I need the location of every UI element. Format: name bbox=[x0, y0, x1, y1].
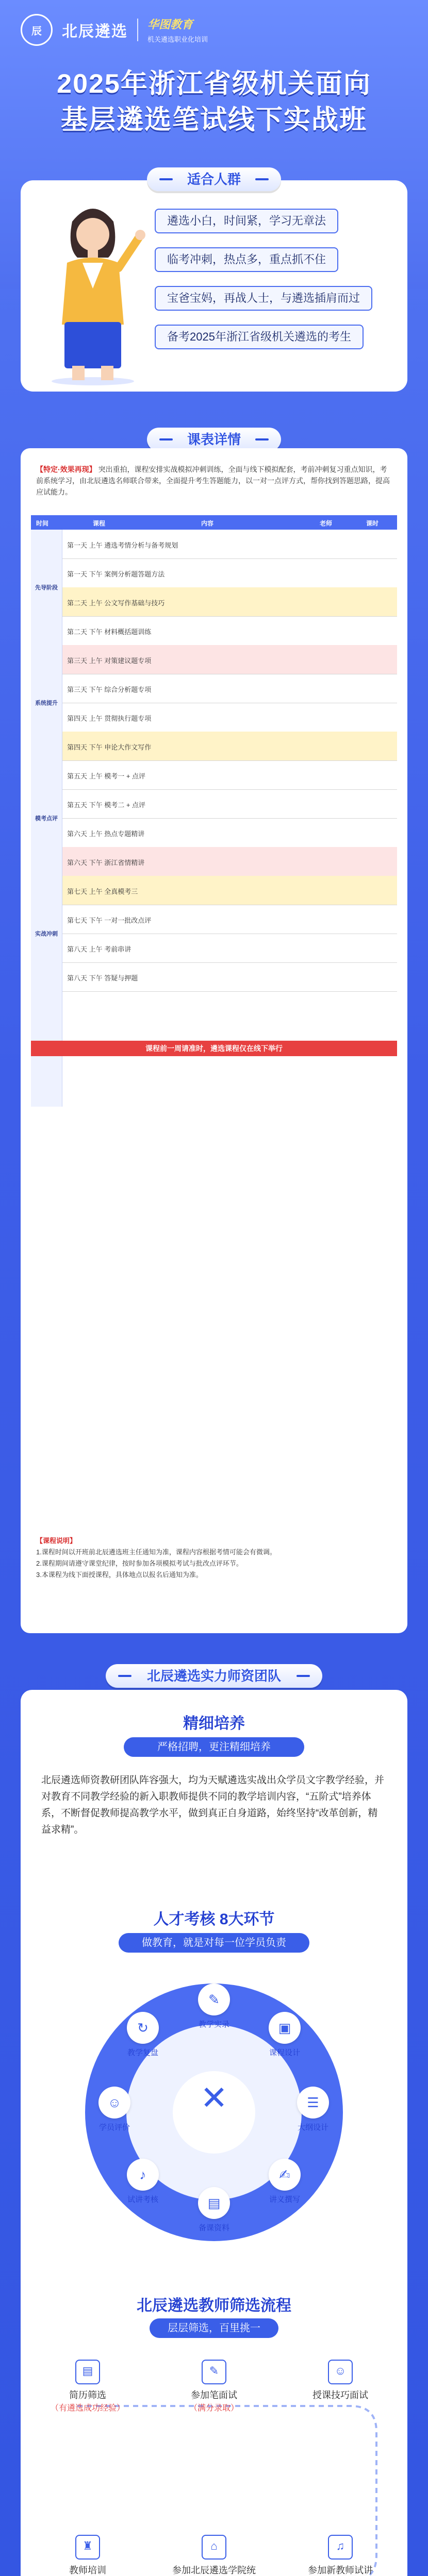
flow-step-label: 参加北辰遴选学院统 bbox=[172, 2565, 256, 2575]
table-row bbox=[31, 558, 397, 588]
audience-item: 宝爸宝妈，再战人士，与遴选插肩而过 bbox=[155, 286, 372, 311]
table-cell: 第三天 下午 综合分析题专项 bbox=[67, 686, 152, 693]
ring-node bbox=[263, 2012, 306, 2058]
course-icon: ▣ bbox=[269, 2012, 301, 2044]
course-intro-text: 突出重拍，课程安排实战模拟冲刺训练，全面与线下模拟配套，考前冲刺复习重点知识，考前系统学习，由北辰遴选名师联合带来，全面提升考生答题能力，以一对一点评方式，帮你找到答题思路，提高应试能力。 bbox=[36, 465, 390, 496]
table-cell: 第七天 上午 全真模考三 bbox=[67, 888, 138, 895]
table-group-label: 实战冲刺 bbox=[31, 876, 62, 991]
ring-node bbox=[291, 2087, 335, 2132]
ring-label: 大纲设计 bbox=[297, 2123, 328, 2132]
table-row bbox=[31, 674, 397, 703]
materials-icon: ▤ bbox=[198, 2187, 230, 2219]
flow-step bbox=[297, 2535, 384, 2576]
assess-pill: 做教育，就是对每一位学员负责 bbox=[119, 1933, 309, 1953]
th-teacher: 老师 bbox=[320, 520, 333, 527]
ring-label: 讲义撰写 bbox=[269, 2195, 300, 2204]
table-row bbox=[31, 905, 397, 934]
outline-icon: ☰ bbox=[297, 2087, 329, 2119]
table-row bbox=[31, 587, 397, 617]
brand-secondary-sub: 机关遴选职业化培训 bbox=[147, 36, 208, 43]
refine-sub: 严格招聘，更注精细培养 bbox=[124, 1737, 304, 1757]
th-time: 时间 bbox=[36, 520, 49, 527]
course-title: 课表详情 bbox=[147, 428, 281, 451]
ring-node bbox=[192, 1984, 236, 2029]
table-cell: 第八天 上午 考前串讲 bbox=[67, 945, 131, 953]
flow-step-label: 简历筛选 bbox=[69, 2390, 106, 2400]
handout-icon: ✍ bbox=[269, 2159, 301, 2191]
footnote-line: 3.本课程为线下面授课程，具体地点以报名后通知为准。 bbox=[36, 1571, 203, 1579]
ring-node bbox=[192, 2187, 236, 2233]
review-icon: ☺ bbox=[98, 2087, 130, 2119]
table-cell: 第六天 下午 浙江省情精讲 bbox=[67, 859, 145, 867]
table-row bbox=[31, 818, 397, 848]
replay-icon: ↻ bbox=[127, 2012, 159, 2044]
ring-label: 课程设计 bbox=[269, 2048, 300, 2057]
table-group-label: 系统提升 bbox=[31, 645, 62, 760]
table-row bbox=[31, 530, 397, 559]
team-intro: 北辰遴选师资教研团队阵容强大，均为天赋遴选实战出众学员文字教学经验，并对教育不同教学经验的新入职教师提供不同的教学培训内容，“五阶式”培养体系，不断督促教师提高教学水平，做到真正自身道路，始终坚持“改革创新，精益求精”。 bbox=[41, 1775, 385, 1835]
flow-step bbox=[170, 2360, 258, 2415]
table-row bbox=[31, 789, 397, 819]
flow-step-label: 教师培训 bbox=[69, 2565, 106, 2575]
table-cell: 第四天 下午 申论大作文写作 bbox=[67, 743, 152, 751]
ring-label: 教学实录 bbox=[198, 2020, 229, 2029]
brand-name: 北辰遴选 bbox=[62, 23, 128, 41]
table-row bbox=[31, 876, 397, 905]
teaching-icon: ☺ bbox=[328, 2360, 353, 2384]
brand-row bbox=[21, 14, 208, 45]
footnote-line: 1.课程时间以开班前北辰遴选班主任通知为准，课程内容根据考情可能会有微调。 bbox=[36, 1548, 276, 1556]
table-row bbox=[31, 847, 397, 876]
flow-step bbox=[170, 2535, 258, 2576]
brand-divider bbox=[137, 19, 138, 41]
flow-step-label: 授课技巧面试 bbox=[312, 2390, 368, 2400]
resume-icon: ▤ bbox=[75, 2360, 100, 2384]
table-cell: 第二天 下午 材料概括题训练 bbox=[67, 628, 152, 636]
flow-step bbox=[44, 2360, 131, 2415]
assess-center-icon: ✕ bbox=[200, 2079, 228, 2116]
flow-step bbox=[44, 2535, 131, 2576]
book-icon: ✎ bbox=[198, 1984, 230, 2015]
table-cell: 第一天 下午 案例分析题答题方法 bbox=[67, 570, 165, 578]
table-cell: 第一天 上午 遴选考情分析与备考规划 bbox=[67, 541, 178, 549]
table-row bbox=[31, 962, 397, 992]
audience-item: 备考2025年浙江省级机关遴选的考生 bbox=[155, 325, 364, 349]
footnote-title: 【课程说明】 bbox=[36, 1537, 77, 1545]
table-cell: 第七天 下午 一对一批改点评 bbox=[67, 917, 152, 924]
table-cell: 第四天 上午 贯彻执行题专项 bbox=[67, 715, 152, 722]
table-row bbox=[31, 645, 397, 674]
table-row bbox=[31, 703, 397, 732]
ring-node bbox=[263, 2159, 306, 2205]
table-row bbox=[31, 934, 397, 963]
audience-item: 临考冲刺，热点多，重点抓不住 bbox=[155, 247, 338, 272]
ring-node bbox=[93, 2087, 136, 2132]
brand-logo-icon: 辰 bbox=[21, 14, 53, 46]
table-group-label: 先导阶段 bbox=[31, 530, 62, 645]
assess-title: 人才考核 8大环节 bbox=[153, 1911, 275, 1928]
training-icon: ♜ bbox=[75, 2535, 100, 2560]
flow-step-sub: （满分录取） bbox=[189, 2404, 239, 2413]
flow-step-label: 参加新教师试讲 bbox=[308, 2565, 373, 2575]
course-footnotes bbox=[36, 1535, 392, 1581]
brand-secondary bbox=[147, 16, 208, 44]
trial-icon: ♫ bbox=[328, 2535, 353, 2560]
flow-pill: 层层筛选，百里挑一 bbox=[150, 2318, 278, 2338]
audience-title: 适合人群 bbox=[147, 167, 281, 191]
ring-label: 备课资料 bbox=[198, 2224, 229, 2232]
course-intro bbox=[36, 464, 392, 498]
table-header bbox=[31, 515, 397, 530]
table-cell: 第八天 下午 答疑与押题 bbox=[67, 974, 138, 982]
refine-title: 精细培养 bbox=[183, 1715, 245, 1732]
page-title-line2: 基层遴选笔试线下实战班 bbox=[60, 105, 367, 135]
th-content: 内容 bbox=[201, 520, 214, 527]
exam-icon: ✎ bbox=[202, 2360, 226, 2384]
ring-label: 教学复盘 bbox=[127, 2048, 158, 2057]
ring-node bbox=[121, 2012, 164, 2058]
flow-title: 北辰遴选教师筛选流程 bbox=[137, 2297, 291, 2314]
academy-icon: ⌂ bbox=[202, 2535, 226, 2560]
flow-step-label: 参加笔面试 bbox=[191, 2390, 237, 2400]
audience-item: 遴选小白，时间紧，学习无章法 bbox=[155, 209, 338, 233]
ring-label: 学员评价 bbox=[98, 2123, 130, 2132]
brand-secondary-name: 华图教育 bbox=[147, 18, 193, 31]
th-course: 课程 bbox=[93, 520, 106, 527]
course-intro-label: 【特定·效果再现】 bbox=[36, 465, 96, 473]
ring-node bbox=[121, 2159, 164, 2205]
lecture-icon: ♪ bbox=[127, 2159, 159, 2191]
table-cell: 第三天 上午 对策建议题专项 bbox=[67, 657, 152, 665]
footnote-line: 2.课程期间请遵守课堂纪律，按时参加各项模拟考试与批改点评环节。 bbox=[36, 1560, 243, 1567]
table-group-label: 模考点评 bbox=[31, 760, 62, 876]
course-red-note: 课程前一周请准时，遴选课程仅在线下举行 bbox=[31, 1041, 397, 1056]
team-title: 北辰遴选实力师资团队 bbox=[106, 1664, 322, 1688]
table-cell: 第五天 下午 模考二 + 点评 bbox=[67, 801, 146, 809]
table-cell: 第五天 上午 模考一 + 点评 bbox=[67, 772, 146, 780]
flow-step-sub: （有遴选成功经验） bbox=[50, 2404, 125, 2413]
table-row bbox=[31, 732, 397, 761]
table-cell: 第六天 上午 热点专题精讲 bbox=[67, 830, 145, 838]
flow-step bbox=[297, 2360, 384, 2402]
teacher-illustration bbox=[36, 191, 150, 386]
table-row bbox=[31, 616, 397, 646]
ring-label: 试讲考核 bbox=[127, 2195, 158, 2204]
th-hours: 课时 bbox=[366, 520, 379, 527]
page-title-line1: 2025年浙江省级机关面向 bbox=[57, 69, 371, 99]
table-row bbox=[31, 760, 397, 790]
table-cell: 第二天 上午 公文写作基础与技巧 bbox=[67, 599, 165, 607]
